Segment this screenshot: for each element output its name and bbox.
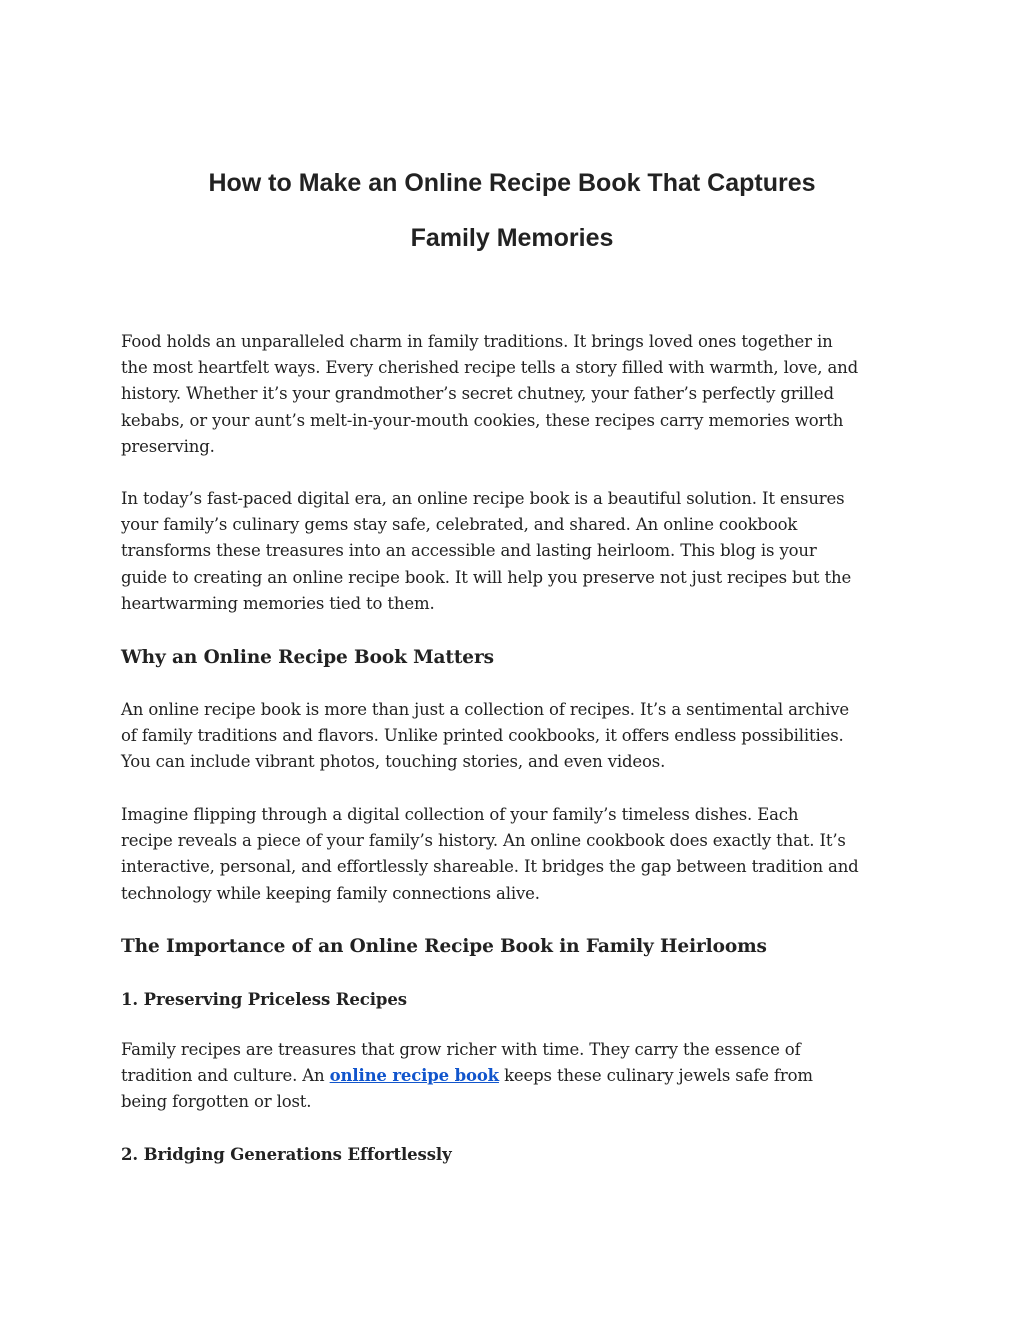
text-line: guide to creating an online recipe book. It will help you preserve not just recipes but the [121,567,852,587]
text-line: the most heartfelt ways. Every cherished recipe tells a story filled with warmth, love, and [121,358,859,378]
intro-paragraph-1 [121,329,911,460]
text-line: In today’s fast-paced digital era, an online recipe book is a beautiful solution. It ensures [121,489,845,508]
text-line: technology while keeping family connections alive. [121,883,540,903]
text-line: preserving. [121,436,215,456]
intro-paragraph-2 [121,486,911,617]
why-paragraph-1 [121,697,911,776]
section-heading-why: Why an Online Recipe Book Matters [121,647,494,668]
subheading-preserving: 1. Preserving Priceless Recipes [121,990,407,1009]
text-segment: tradition and culture. An [121,1066,330,1086]
text-segment: keeps these culinary jewels safe from [498,1066,813,1086]
text-line: kebabs, or your aunt’s melt-in-your-mouth cookies, these recipes carry memories worth [121,410,844,430]
text-line: recipe reveals a piece of your family’s history. An online cookbook does exactly that. It’s [121,831,846,851]
text-line: Family recipes are treasures that grow richer with time. They carry the essence of [121,1040,801,1059]
text-line: being forgotten or lost. [121,1092,312,1112]
document-title-line-2: Family Memories [410,224,614,252]
text-line: Imagine flipping through a digital collection of your family’s timeless dishes. Each [121,805,799,824]
why-paragraph-2 [121,802,911,907]
text-line: history. Whether it’s your grandmother’s secret chutney, your father’s perfectly grilled [121,384,834,404]
text-line: heartwarming memories tied to them. [121,593,435,613]
text-line: of family traditions and flavors. Unlike printed cookbooks, it offers endless possibilities. [121,726,844,746]
preserving-paragraph [121,1037,911,1116]
subheading-bridging: 2. Bridging Generations Effortlessly [121,1145,452,1164]
text-line: interactive, personal, and effortlessly shareable. It bridges the gap between tradition and [121,857,859,877]
text-line-with-link [121,1063,911,1089]
text-line: transforms these treasures into an accessible and lasting heirloom. This blog is your [121,541,817,561]
text-line: Food holds an unparalleled charm in family traditions. It brings loved ones together in [121,332,833,351]
text-line: You can include vibrant photos, touching stories, and even videos. [121,752,666,772]
section-heading-importance: The Importance of an Online Recipe Book in Family Heirlooms [121,936,767,957]
document-title-line-1: How to Make an Online Recipe Book That Captures [208,169,816,197]
text-line: An online recipe book is more than just a collection of recipes. It’s a sentimental archive [121,700,850,719]
text-line: your family’s culinary gems stay safe, celebrated, and shared. An online cookbook [121,515,798,535]
online-recipe-book-link[interactable]: online recipe book [329,1066,499,1086]
